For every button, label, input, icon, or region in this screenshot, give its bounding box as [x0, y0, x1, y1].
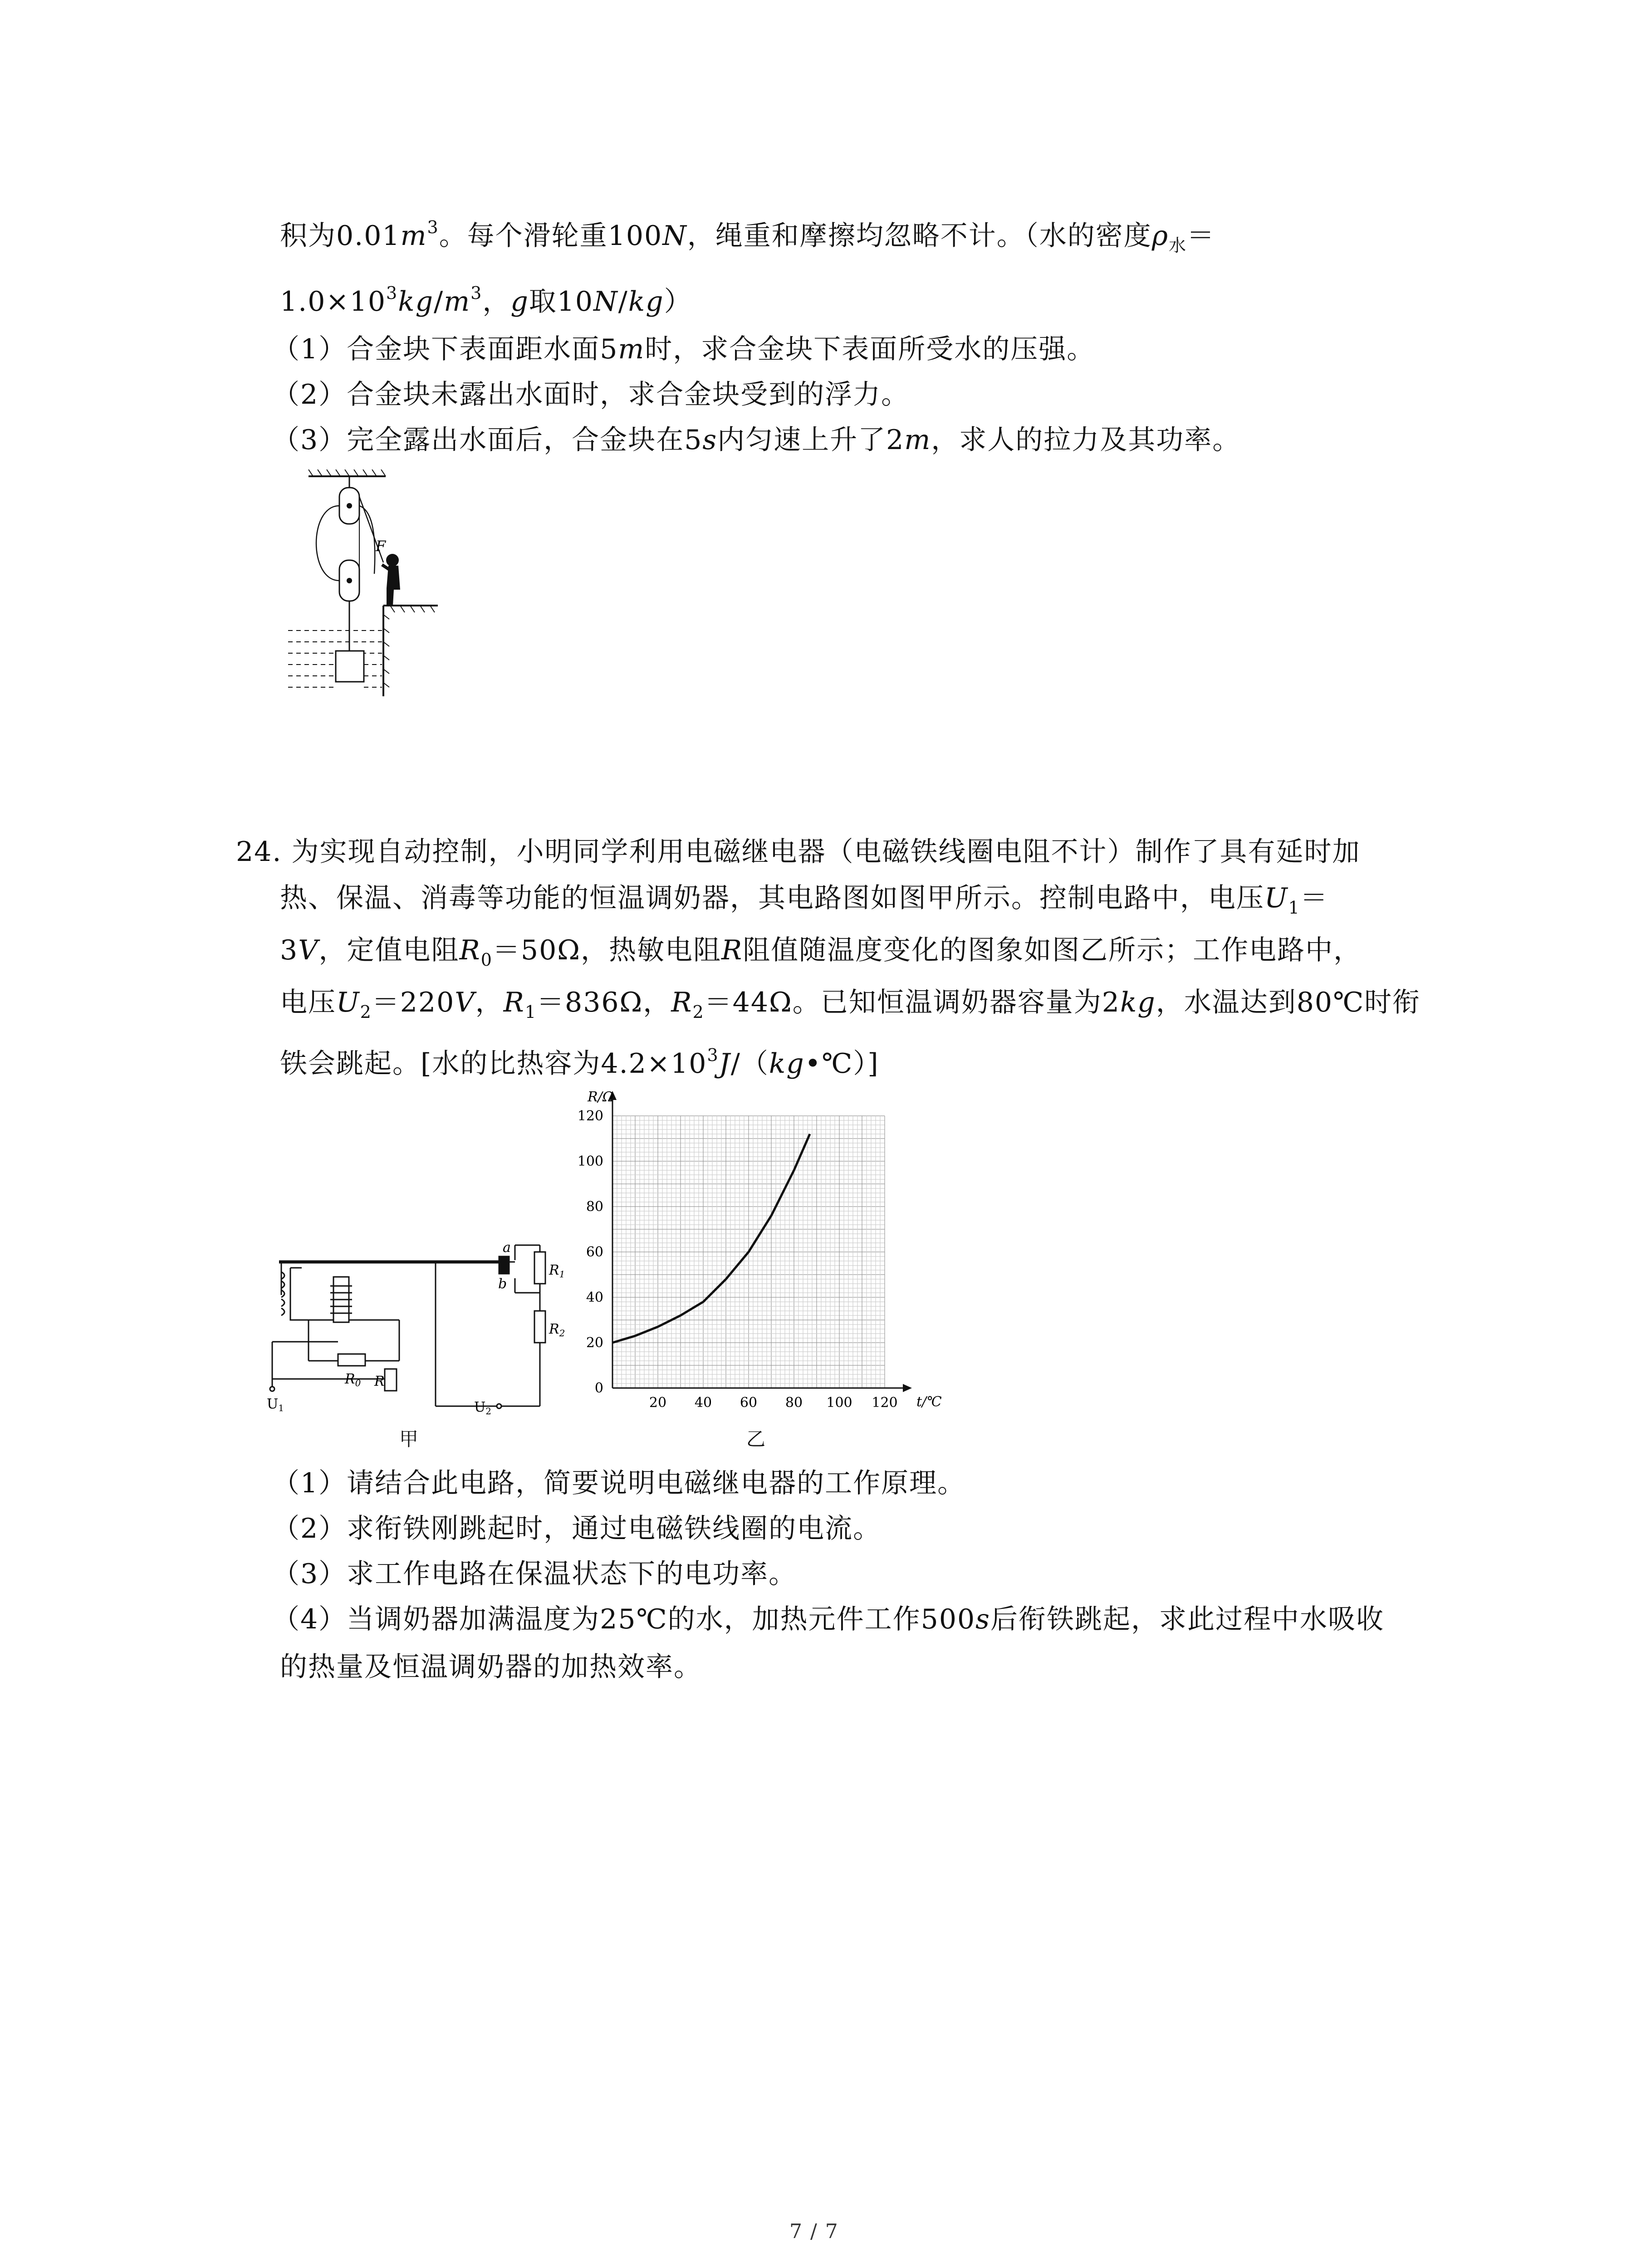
chart-y-tick-label: 60 — [586, 1244, 603, 1260]
chart-y-tick-label: 120 — [577, 1108, 603, 1124]
chart-y-tick-label: 100 — [577, 1154, 603, 1169]
page-number: 7 / 7 — [789, 2220, 839, 2243]
svg-text:R1: $R_1$ — [549, 1262, 565, 1280]
q23-line1: 积为$0.01m^3$。每个滑轮重100N，绳重和摩擦均忽略不计。（水的密度$\rho_水=$ — [280, 217, 1215, 255]
resistor-r2 — [534, 1311, 545, 1343]
resistor-r1 — [534, 1252, 545, 1284]
q24-line5: 铁会跳起。[水的比热容为$4.2\times 10^3J/(kg•℃)$] — [280, 1045, 879, 1080]
q24-sub1: （1）请结合此电路，简要说明电磁继电器的工作原理。 — [272, 1467, 966, 1499]
svg-text:b: b — [498, 1276, 507, 1292]
q24-sub4b: 的热量及恒温调奶器的加热效率。 — [280, 1651, 702, 1683]
q24-line2: 热、保温、消毒等功能的恒温调奶器，其电路图如图甲所示。控制电路中，电压$U_1=$ — [280, 882, 1328, 918]
q23-sub3: （3）完全露出水面后，合金块在5s内匀速上升了2m，求人的拉力及其功率。 — [272, 424, 1241, 456]
svg-text:a: a — [503, 1240, 511, 1256]
q24-sub3: （3）求工作电路在保温状态下的电功率。 — [272, 1558, 797, 1590]
svg-text:R: R — [374, 1374, 385, 1389]
q24-line1: 24. 为实现自动控制，小明同学利用电磁继电器（电磁铁线圈电阻不计）制作了具有延时加 — [236, 836, 1361, 868]
chart-x-tick-label: 40 — [694, 1395, 712, 1411]
chart-x-tick-label: 20 — [649, 1395, 667, 1411]
chart-y-tick-label: 0 — [594, 1380, 603, 1396]
q24-sub2: （2）求衔铁刚跳起时，通过电磁铁线圈的电流。 — [272, 1513, 882, 1545]
svg-text:R0: $R_0$ — [345, 1371, 361, 1388]
caption-jia: 甲 — [399, 1428, 420, 1450]
q23-sub1: （1）合金块下表面距水面5m时，求合金块下表面所受水的压强。 — [272, 333, 1095, 365]
q24-sub4: （4）当调奶器加满温度为25℃的水，加热元件工作500s后衔铁跳起，求此过程中水吸收 — [272, 1603, 1384, 1635]
force-label: F — [376, 538, 386, 555]
caption-yi: 乙 — [746, 1428, 767, 1450]
chart-x-tick-label: 120 — [872, 1395, 898, 1411]
svg-text:R2: $R_2$ — [549, 1321, 565, 1339]
q23-sub2: （2）合金块未露出水面时，求合金块受到的浮力。 — [272, 379, 910, 411]
pulley-figure — [281, 469, 454, 701]
chart-x-arrow — [903, 1384, 912, 1392]
alloy-block — [336, 651, 364, 682]
chart-y-tick-label: 20 — [586, 1335, 603, 1351]
chart-xlabel: t/℃ — [916, 1394, 942, 1410]
chart-y-tick-label: 40 — [586, 1290, 603, 1305]
chart-x-tick-label: 80 — [785, 1395, 803, 1411]
chart-y-tick-label: 80 — [586, 1199, 603, 1215]
resistance-temperature-chart — [563, 1089, 971, 1424]
q24-line3: 3V，定值电阻$R_0=50\Omega$，热敏电阻R阻值随温度变化的图象如图乙所示；工作电路中， — [280, 934, 1362, 970]
chart-ylabel: R/Ω — [588, 1089, 614, 1105]
q24-line4: 电压$U_2=220V$，$R_1=836\Omega$，$R_2=44\Omega$。已知恒温调奶器容量为2kg，水温达到80℃时衔 — [280, 987, 1421, 1022]
chart-x-tick-label: 100 — [826, 1395, 852, 1411]
circuit-diagram — [263, 1225, 581, 1429]
chart-x-tick-label: 60 — [740, 1395, 758, 1411]
q23-line2: $1.0\times 10^3kg/m^3$，g取10N/kg） — [280, 283, 692, 318]
thermistor-r — [385, 1369, 397, 1391]
person-icon — [386, 554, 399, 567]
svg-text:U2: $U_2$ — [474, 1399, 492, 1417]
resistor-r0 — [338, 1354, 365, 1366]
svg-text:U1: $U_1$ — [267, 1396, 284, 1413]
